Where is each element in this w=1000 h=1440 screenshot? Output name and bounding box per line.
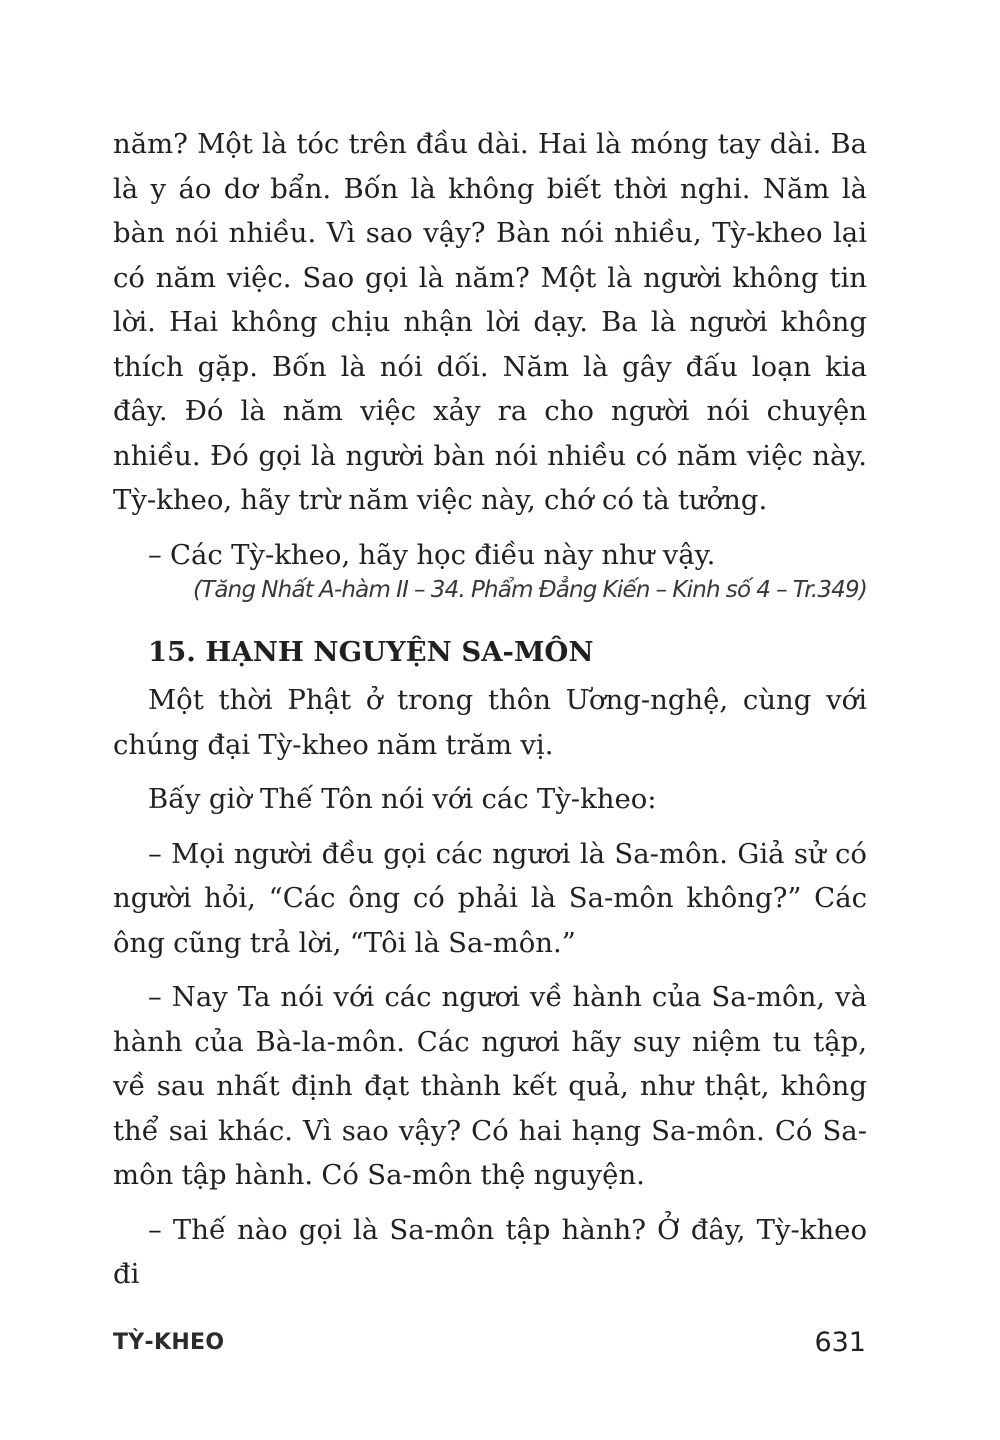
body-paragraph: năm? Một là tóc trên đầu dài. Hai là móng tay dài. Ba là y áo dơ bẩn. Bốn là không biết thời nghi. Năm là bàn nói nhiều. Vì sao vậy? Bàn nói nhiều, Tỳ-kheo lại có năm việc. Sao gọi là năm? Một là người không tin lời. Hai không chịu nhận lời dạy. Ba là người không thích gặp. Bốn là nói dối. Năm là gây đấu loạn kia đây. Đó là năm việc xảy ra cho người nói chuyện nhiều. Đó gọi là người bàn nói nhiều có năm việc này. Tỳ-kheo, hãy trừ năm việc này, chớ có tà tưởng. [113,128,867,516]
body-paragraph: Bấy giờ Thế Tôn nói với các Tỳ-kheo: [148,783,657,815]
page-number: 631 [814,1327,866,1358]
running-title: TỲ-KHEO [113,1330,225,1355]
citation: (Tăng Nhất A-hàm II – 34. Phẩm Đẳng Kiến – Kinh số 4 – Tr.349) [192,577,867,603]
body-paragraph: Một thời Phật ở trong thôn Ương-nghệ, cùng với chúng đại Tỳ-kheo năm trăm vị. [113,684,867,761]
body-paragraph: – Thế nào gọi là Sa-môn tập hành? Ở đây, Tỳ-kheo đi [113,1213,867,1290]
body-paragraph: – Mọi người đều gọi các ngươi là Sa-môn. Giả sử có người hỏi, “Các ông có phải là Sa-môn không?” Các ông cũng trả lời, “Tôi là Sa-môn.” [113,837,867,959]
body-paragraph: – Các Tỳ-kheo, hãy học điều này như vậy. [148,538,716,571]
section-heading: 15. HẠNH NGUYỆN SA-MÔN [148,636,594,668]
body-paragraph: – Nay Ta nói với các ngươi về hành của Sa-môn, và hành của Bà-la-môn. Các ngươi hãy suy niệm tu tập, về sau nhất định đạt thành kết quả, như thật, không thể sai khác. Vì sao vậy? Có hai hạng Sa-môn. Có Sa-môn tập hành. Có Sa-môn thệ nguyện. [113,981,867,1191]
page-content [113,122,867,1297]
